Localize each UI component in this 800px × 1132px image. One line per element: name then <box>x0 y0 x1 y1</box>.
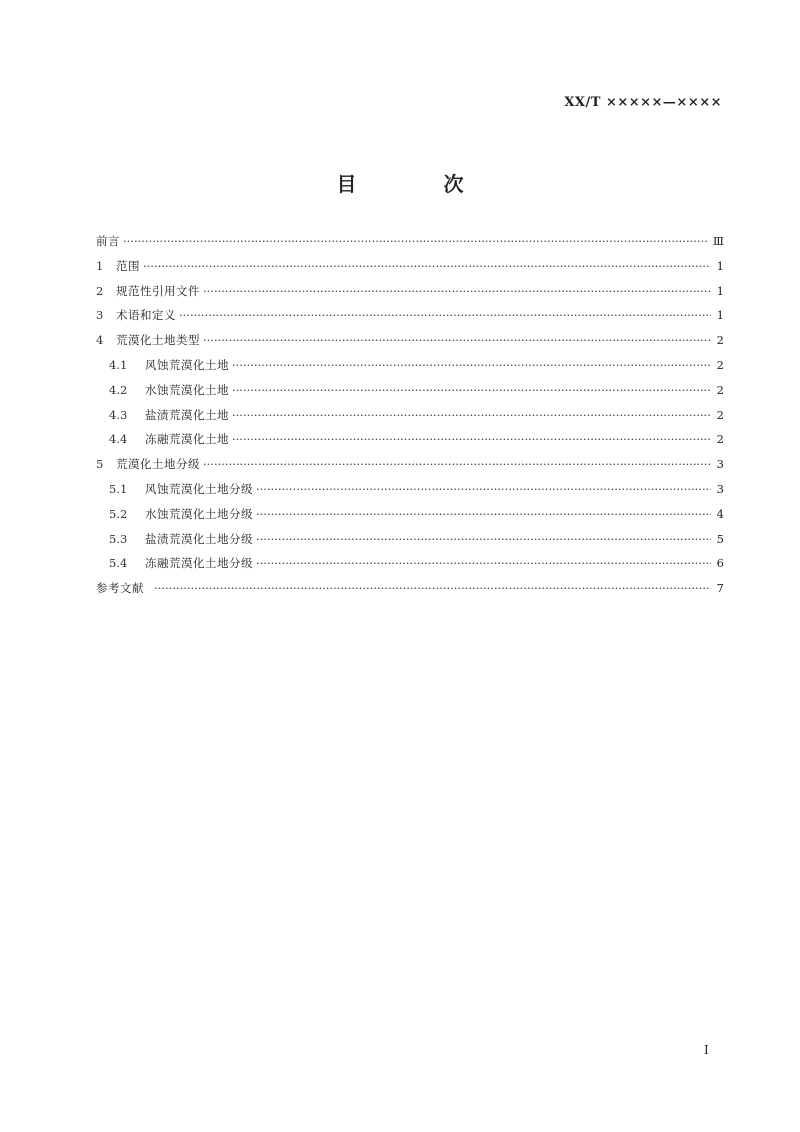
toc-entry-page: 1 <box>716 308 724 323</box>
toc-entry-page: 4 <box>716 506 724 521</box>
toc-entry-label: 风蚀荒漠化土地 <box>145 357 229 372</box>
toc-entry-land-types[interactable] <box>96 332 724 357</box>
toc-entry-terms-definitions[interactable] <box>96 307 724 332</box>
toc-entry-page: 5 <box>716 531 724 546</box>
toc-leader-dots <box>154 581 711 595</box>
toc-leader-dots <box>232 358 711 372</box>
toc-leader-dots <box>256 556 711 570</box>
toc-entry-5-2[interactable] <box>96 506 724 531</box>
toc-entry-scope[interactable] <box>96 258 724 283</box>
toc-entry-4-1[interactable] <box>96 357 724 382</box>
page-number: I <box>704 1043 709 1057</box>
toc-entry-page: 6 <box>716 556 724 571</box>
toc-leader-dots <box>232 383 711 397</box>
toc-entry-number: 4 <box>96 333 104 348</box>
toc-entry-label: 水蚀荒漠化土地分级 <box>145 506 253 521</box>
table-of-contents <box>96 233 724 605</box>
toc-entry-label: 荒漠化土地类型 <box>116 333 200 348</box>
toc-entry-land-grading[interactable] <box>96 456 724 481</box>
toc-entry-bibliography[interactable] <box>96 580 724 605</box>
toc-entry-label: 盐渍荒漠化土地分级 <box>145 531 253 546</box>
toc-entry-foreword[interactable] <box>96 233 724 258</box>
toc-title: 目 次 <box>336 172 504 196</box>
toc-entry-page: 2 <box>716 407 724 422</box>
toc-entry-label: 冻融荒漠化土地 <box>145 432 229 447</box>
toc-entry-label: 参考文献 <box>96 581 144 596</box>
toc-entry-5-4[interactable] <box>96 555 724 580</box>
toc-entry-number: 2 <box>96 283 104 298</box>
toc-entry-4-4[interactable] <box>96 431 724 456</box>
toc-entry-label: 荒漠化土地分级 <box>116 457 200 472</box>
toc-entry-number: 4.4 <box>109 432 128 447</box>
toc-entry-number: 4.2 <box>109 382 128 397</box>
toc-entry-number: 1 <box>96 258 104 273</box>
toc-entry-label: 范围 <box>116 258 140 273</box>
toc-entry-page: 2 <box>716 382 724 397</box>
document-code: XX/T ×××××—×××× <box>564 95 722 110</box>
toc-leader-dots <box>203 457 711 471</box>
toc-entry-4-3[interactable] <box>96 407 724 432</box>
toc-entry-number: 4.1 <box>109 357 128 372</box>
toc-entry-label: 水蚀荒漠化土地 <box>145 382 229 397</box>
toc-entry-number: 5.3 <box>109 531 128 546</box>
toc-entry-label: 盐渍荒漠化土地 <box>145 407 229 422</box>
toc-entry-page: 1 <box>716 283 724 298</box>
toc-entry-page: Ⅲ <box>712 234 724 248</box>
toc-leader-dots <box>256 507 711 521</box>
toc-entry-page: 7 <box>716 581 724 596</box>
toc-entry-5-1[interactable] <box>96 481 724 506</box>
toc-entry-page: 3 <box>716 481 724 496</box>
toc-entry-label: 术语和定义 <box>116 308 176 323</box>
toc-entry-page: 1 <box>716 258 724 273</box>
toc-leader-dots <box>143 259 711 273</box>
toc-leader-dots <box>256 532 711 546</box>
toc-entry-page: 2 <box>716 432 724 447</box>
toc-entry-label: 风蚀荒漠化土地分级 <box>145 481 253 496</box>
toc-entry-4-2[interactable] <box>96 382 724 407</box>
toc-entry-number: 5.1 <box>109 481 128 496</box>
toc-entry-5-3[interactable] <box>96 531 724 556</box>
toc-entry-page: 3 <box>716 457 724 472</box>
toc-entry-number: 5.4 <box>109 556 128 571</box>
toc-leader-dots <box>203 284 711 298</box>
toc-entry-page: 2 <box>716 357 724 372</box>
toc-entry-label: 规范性引用文件 <box>116 283 200 298</box>
toc-leader-dots <box>232 408 711 422</box>
toc-leader-dots <box>232 432 711 446</box>
toc-entry-number: 5 <box>96 457 104 472</box>
toc-entry-number: 3 <box>96 308 104 323</box>
toc-entry-normative-references[interactable] <box>96 283 724 308</box>
toc-leader-dots <box>179 308 711 322</box>
toc-leader-dots <box>203 333 711 347</box>
toc-entry-number: 5.2 <box>109 506 128 521</box>
toc-entry-number: 4.3 <box>109 407 128 422</box>
toc-leader-dots <box>123 234 710 248</box>
toc-entry-label: 冻融荒漠化土地分级 <box>145 556 253 571</box>
toc-leader-dots <box>256 482 711 496</box>
toc-entry-page: 2 <box>716 333 724 348</box>
toc-entry-label: 前言 <box>96 234 120 248</box>
